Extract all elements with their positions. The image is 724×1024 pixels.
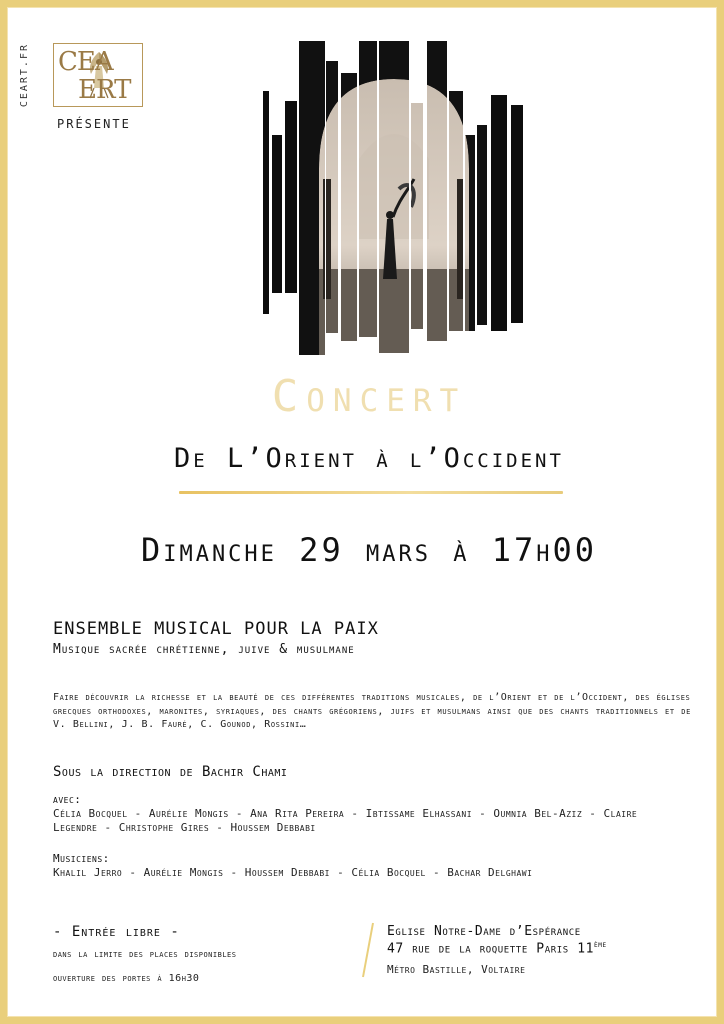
venue-address <box>387 940 607 956</box>
event-subtitle: De L’Orient à l’Occident <box>174 443 564 474</box>
ceart-logo <box>53 43 143 107</box>
singers-label: avec: <box>53 793 82 806</box>
venue-name: Eglise Notre-Dame d’Espérance <box>387 924 581 939</box>
conductor: Sous la direction de Bachir Chami <box>53 764 288 780</box>
free-entry: - Entrée libre - <box>53 924 180 940</box>
venue-address-sup: ème <box>594 940 607 949</box>
capacity-note: dans la limite des places disponibles <box>53 949 237 960</box>
event-description: Faire découvrir la richesse et la beauté de ces différentes traditions musicales, de l’Orient et de l’Occident, des églises grecques orthodoxes, maronites, syriaques, des chants grégoriens, juifs et musulmans ainsi que des chants traditionnels et de V. Bellini, J. B. Fauré, C. Gounod, Rossini… <box>53 692 691 730</box>
presents-label: PRÉSENTE <box>57 117 131 131</box>
logo-line-1: CEA <box>58 47 113 77</box>
slash-divider <box>361 921 375 979</box>
music-genre: Musique sacrée chrétienne, juive & musulmane <box>53 642 355 657</box>
ensemble-name: ENSEMBLE MUSICAL POUR LA PAIX <box>53 619 379 639</box>
hero-image <box>259 39 529 357</box>
event-date: Dimanche 29 mars à 17h00 <box>140 531 598 569</box>
event-title: Concert <box>271 371 467 422</box>
musicians-label: Musiciens: <box>53 852 110 865</box>
logo-line-2: ERT <box>78 75 131 105</box>
site-url: CEART.FR <box>19 43 30 108</box>
musicians-list: Khalil Jerro - Aurélie Mongis - Houssem Debbabi - Célia Bocquel - Bachar Delghawi <box>53 866 533 879</box>
doors-open: ouverture des portes à 16h30 <box>53 973 200 984</box>
gold-divider <box>179 491 563 494</box>
metro-info: Métro Bastille, Voltaire <box>387 963 526 976</box>
venue-address-text: 47 rue de la roquette Paris 11 <box>387 941 595 957</box>
singers-list: Célia Bocquel - Aurélie Mongis - Ana Rita Pereira - Ibtissame Elhassani - Oumnia Bel-Aziz - Claire Legendre - Christophe Gires - Houssem Debbabi <box>53 807 638 834</box>
